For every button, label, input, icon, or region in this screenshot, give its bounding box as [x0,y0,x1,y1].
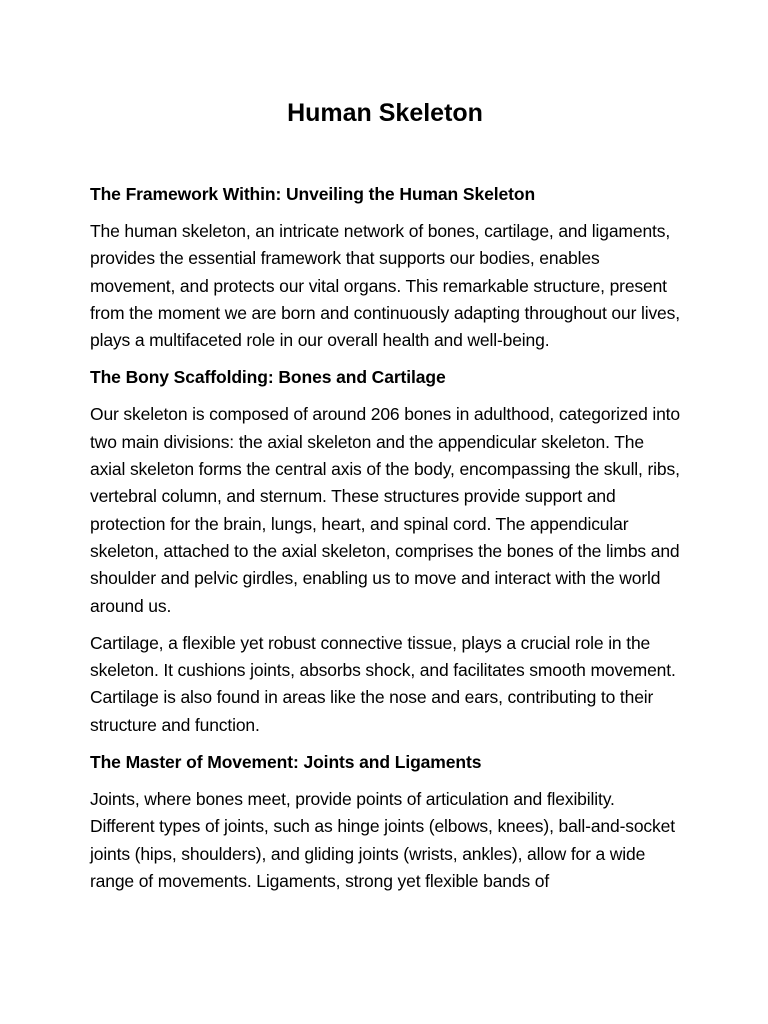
document-body [90,181,680,905]
page-title: Human Skeleton [287,99,483,127]
section-heading: The Framework Within: Unveiling the Human Skeleton [90,184,536,204]
section-heading: The Master of Movement: Joints and Ligaments [90,752,482,773]
paragraph: Our skeleton is composed of around 206 bones in adulthood, categorized into two main divisions: the axial skeleton and the appendicular skeleton. The axial skeleton forms the central axis of the body, encompassing the skull, ribs, vertebral column, and sternum. These structures provide support and protection for the brain, lungs, heart, and spinal cord. The appendicular skeleton, attached to the axial skeleton, comprises the bones of the limbs and shoulder and pelvic girdles, enabling us to move and interact with the world around us. [90,404,680,616]
section-bones-cartilage [90,364,680,739]
paragraph: Cartilage, a flexible yet robust connective tissue, plays a crucial role in the skeleton. It cushions joints, absorbs shock, and facilitates smooth movement. Cartilage is also found in areas like the nose and ears, contributing to their structure and function. [90,632,676,735]
section-joints-ligaments [90,749,680,895]
section-heading: The Bony Scaffolding: Bones and Cartilage [90,367,446,388]
paragraph: Joints, where bones meet, provide points of articulation and flexibility. Different types of joints, such as hinge joints (elbows, knees), ball-and-socket joints (hips, shoulders), and gliding joints (wrists, ankles), allow for a wide range of movements. Ligaments, strong yet flexible bands of [90,789,675,891]
paragraph: The human skeleton, an intricate network of bones, cartilage, and ligaments, provides the essential framework that supports our bodies, enables movement, and protects our vital organs. This remarkable structure, present from the moment we are born and continuously adapting throughout our lives, plays a multifaceted role in our overall health and well-being. [90,221,680,351]
section-framework [90,181,680,354]
